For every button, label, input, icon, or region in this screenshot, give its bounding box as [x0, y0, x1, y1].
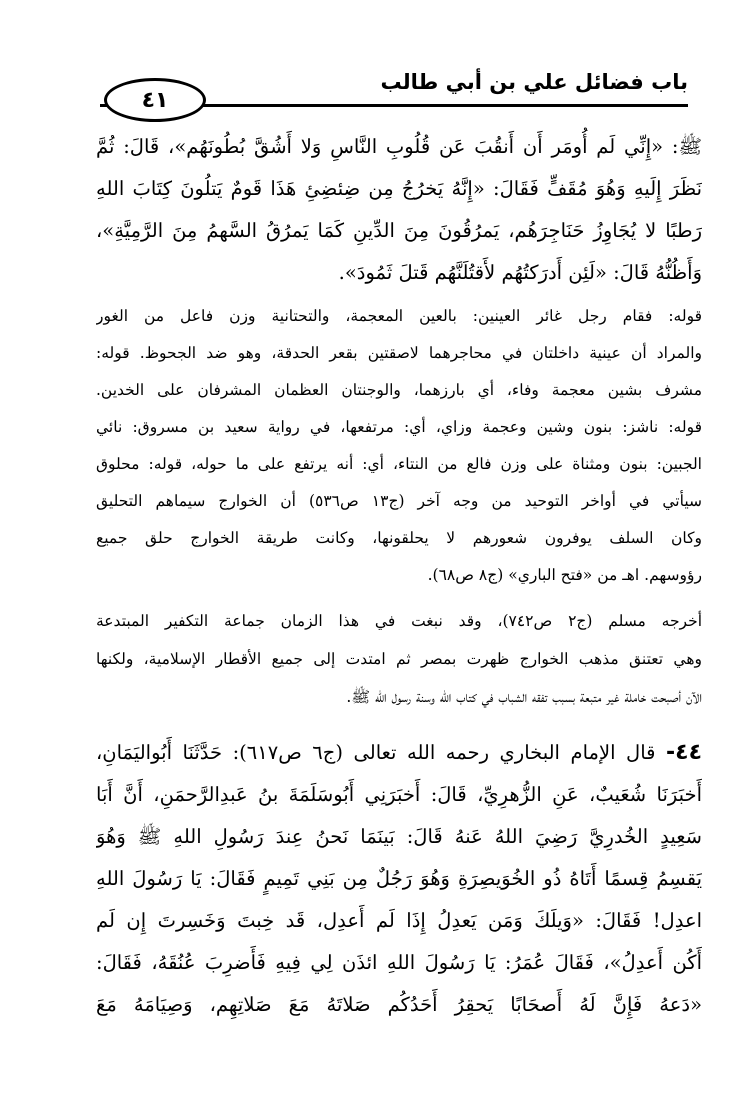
text-line: يَقسِمُ قِسمًا أَتَاهُ ذُو الخُوَيصِرَةِ وَهُوَ رَجُلٌ مِن بَنِي تَمِيمٍ فَقَالَ: يَا رَسُولَ اللهِ	[96, 867, 702, 890]
text-line: اعدِل! فَقَالَ: «وَيلَكَ وَمَن يَعدِلُ إِذَا لَم أَعدِل، قَد خِبتَ وَخَسِرتَ إِن لَم	[96, 909, 702, 932]
text-line	[96, 732, 702, 774]
text-line: الآن أصبحت خاملة غير متبعة بسبب تفقه الشباب في كتاب الله وسنة رسول الله ﷺ.	[346, 688, 702, 706]
text-line: قوله: ناشز: بنون وشين وعجمة وزاي، أي: مرتفعها، في رواية سعيد بن مسروق: نائي	[96, 418, 702, 436]
text-line: رَطبًا لا يُجَاوِزُ حَنَاجِرَهُم، يَمرُقُونَ مِنَ الدِّينِ كَمَا يَمرُقُ السَّهمُ مِنَ الرَّمِيَّةِ»،	[96, 219, 702, 242]
text-line: مشرف بشين معجمة وفاء، أي بارزهما، والوجنتان العظمان المشرفان على الخدين.	[96, 381, 702, 399]
commentary-paragraph-2	[96, 602, 702, 716]
text-line: سيأتي في أواخر التوحيد من وجه آخر (ج١٣ ص٥٣٦) أن الخوارج سيماهم التحليق	[96, 492, 702, 510]
text-line: نَظَرَ إِلَيهِ وَهُوَ مُقَفٍّ فَقَالَ: «إِنَّهُ يَخرُجُ مِن ضِئضِئِ هَذَا قَومٌ يَتلُونَ كِتَابَ اللهِ	[96, 177, 702, 200]
text-line: وَأَظُنُّهُ قَالَ: «لَئِن أَدرَكتُهُم لأَقتُلَنَّهُم قَتلَ ثَمُودَ».	[338, 261, 702, 284]
text-line: أَخبَرَنَا شُعَيبٌ، عَنِ الزُّهرِيِّ، قَالَ: أَخبَرَنِي أَبُوسَلَمَةَ بنُ عَبدِالرَّحمَنِ، أَنَّ أَبَا	[96, 783, 702, 806]
text-line: رؤوسهم. اهـ من «فتح الباري» (ج٨ ص٦٨).	[427, 566, 702, 584]
text-line: أخرجه مسلم (ج٢ ص٧٤٢)، وقد نبغت في هذا الزمان جماعة التكفير المبتدعة	[96, 612, 702, 630]
text-line: ﷺ: «إِنِّي لَم أُومَر أَن أَنقُبَ عَن قُلُوبِ النَّاسِ وَلا أَشُقَّ بُطُونَهُم»، قَالَ: ثُمَّ	[96, 135, 702, 158]
text-line: والمراد أن عينية داخلتان في محاجرهما لاصقتين بقعر الحدقة، وهو ضد الجحوظ. قوله:	[96, 344, 702, 362]
text-line: قوله: فقام رجل غائر العينين: بالعين المعجمة، والتحتانية وزن فاعل من الغور	[96, 307, 702, 325]
page-number: ٤١	[104, 78, 206, 122]
text-line: وهي تعتنق مذهب الخوارج ظهرت بمصر ثم امتدت إلى جميع الأقطار الإسلامية، ولكنها	[96, 650, 702, 668]
text-line: وكان السلف يوفرون شعورهم لا يحلقونها، وكانت طريقة الخوارج حلق جميع	[96, 529, 702, 547]
text-line: «دَعهُ فَإِنَّ لَهُ أَصحَابًا يَحقِرُ أَحَدُكُم صَلاتَهُ مَعَ صَلاتِهِم، وَصِيَامَهُ مَعَ	[96, 993, 702, 1016]
commentary-paragraph-1	[96, 298, 702, 594]
text-line: سَعِيدٍ الخُدرِيَّ رَضِيَ اللهُ عَنهُ قَالَ: بَينَمَا نَحنُ عِندَ رَسُولِ اللهِ ﷺ وَهُوَ	[96, 825, 702, 848]
text-line: الجبين: بنون ومثناة على وزن فالع من النتاء، أي: أنه يرتفع على ما حوله، قوله: محلوق	[96, 455, 702, 473]
hadith-number: ٤٤-	[666, 740, 702, 765]
text-line: أَكُن أَعدِلُ»، فَقَالَ عُمَرُ: يَا رَسُولَ اللهِ ائذَن لِي فِيهِ فَأَضرِبَ عُنُقَهُ، فَقَالَ:	[96, 951, 702, 974]
hadith-top-text	[96, 126, 702, 294]
hadith-44	[96, 732, 702, 1026]
text-span: قال الإمام البخاري رحمه الله تعالى (ج٦ ص٦١٧): حَدَّثَنَا أَبُواليَمَانِ،	[96, 741, 656, 764]
chapter-title: باب فضائل علي بن أبي طالب	[380, 70, 688, 94]
